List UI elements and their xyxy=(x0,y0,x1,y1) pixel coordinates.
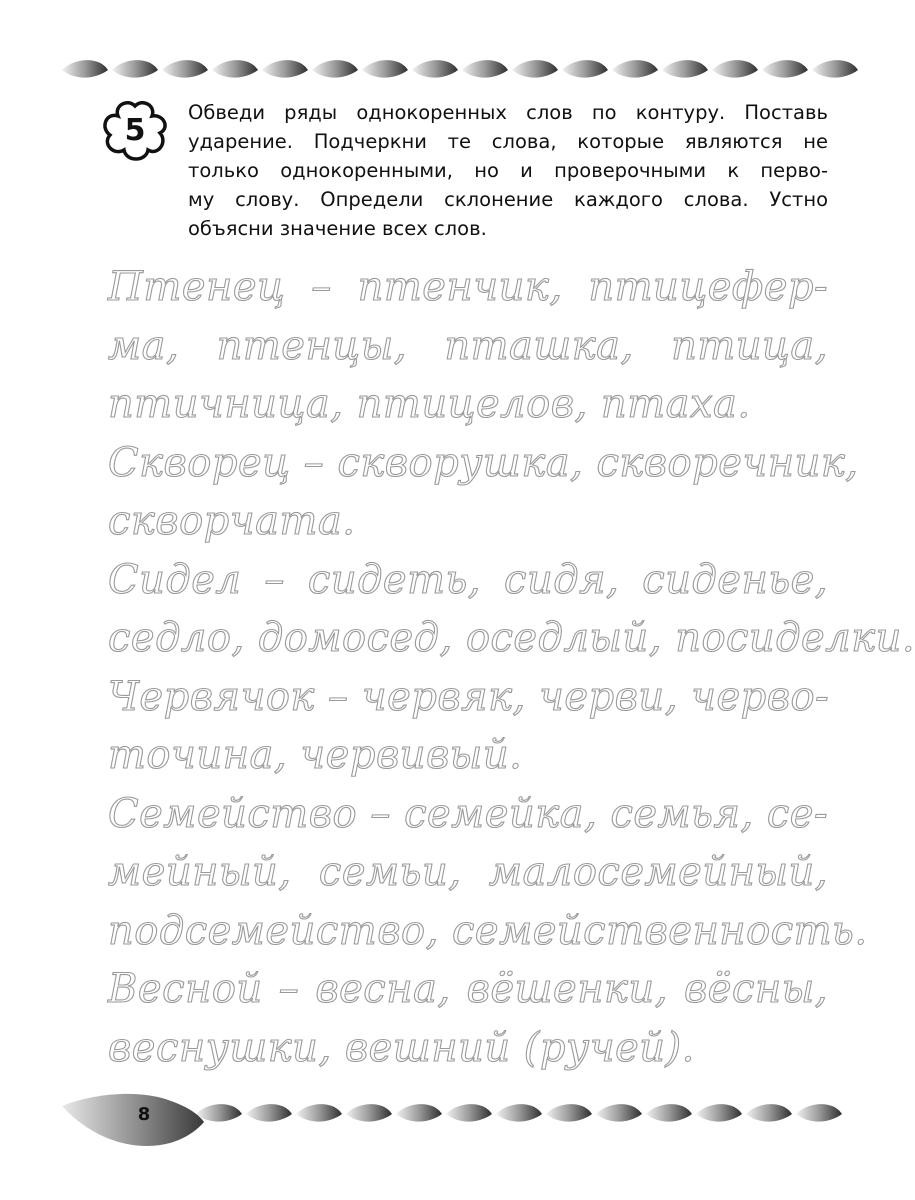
task-number: 5 xyxy=(124,112,146,148)
leaf-ornament-icon xyxy=(512,60,558,78)
leaf-ornament-icon xyxy=(546,1104,592,1122)
top-leaf-border xyxy=(0,48,900,88)
leaf-ornament-icon xyxy=(746,1104,792,1122)
leaf-ornament-icon xyxy=(596,1104,642,1122)
cursive-tracing-area xyxy=(108,258,915,1077)
leaf-ornament-icon xyxy=(412,60,458,78)
leaf-ornament-icon xyxy=(112,60,158,78)
leaf-ornament-icon xyxy=(812,60,858,78)
task-line: объясни значение всех слов. xyxy=(188,217,487,240)
leaf-ornament-icon xyxy=(696,1104,742,1122)
task-block xyxy=(100,98,840,243)
leaf-ornament-icon xyxy=(646,1104,692,1122)
tracing-line: Червячок – червяк, черви, черво- xyxy=(108,673,830,720)
leaf-ornament-icon xyxy=(462,60,508,78)
tracing-line: веснушки, вешний (ручей). xyxy=(108,1024,695,1071)
leaf-ornament-icon xyxy=(796,1104,842,1122)
task-line: Обведи ряды однокоренных слов по контуру. Поставь xyxy=(188,101,828,124)
leaf-ornament-icon xyxy=(362,60,408,78)
leaf-ornament-icon xyxy=(296,1104,342,1122)
tracing-line: Сидел – сидеть, сидя, сиденье, xyxy=(108,556,828,603)
task-line: му слову. Определи склонение каждого слова. Устно xyxy=(188,188,828,211)
leaf-ornament-icon xyxy=(162,60,208,78)
tracing-line: точина, червивый. xyxy=(108,732,523,778)
leaf-ornament-icon xyxy=(212,60,258,78)
leaf-ornament-icon xyxy=(762,60,808,78)
tracing-line: мейный, семьи, малосемейный, xyxy=(108,849,828,895)
leaf-ornament-icon xyxy=(496,1104,542,1122)
page-number: 8 xyxy=(137,1104,151,1125)
leaf-ornament-icon xyxy=(562,60,608,78)
leaf-ornament-icon xyxy=(312,60,358,78)
tracing-line: Птенец – птенчик, птицефер- xyxy=(108,264,828,310)
task-number-badge xyxy=(100,100,170,160)
leaf-ornament-icon xyxy=(62,60,108,78)
leaf-ornament-icon xyxy=(346,1104,392,1122)
leaf-ornament-icon xyxy=(262,60,308,78)
leaf-ornament-icon xyxy=(396,1104,442,1122)
tracing-line: Скворец – скворушка, скворечник, xyxy=(108,439,859,486)
tracing-line: скворчата. xyxy=(108,498,356,544)
leaf-ornament-icon xyxy=(246,1104,292,1122)
tracing-line: ма, птенцы, пташка, птица, xyxy=(108,322,828,369)
task-line: только однокоренными, но и проверочными к перво- xyxy=(188,159,828,182)
task-instructions xyxy=(188,98,828,243)
tracing-line: Семейство – семейка, семья, се- xyxy=(108,790,828,837)
tracing-line: подсемейство, семейственность. xyxy=(108,907,868,954)
tracing-line: седло, домосед, оседлый, посиделки. xyxy=(108,615,915,661)
tracing-line: птичница, птицелов, птаха. xyxy=(108,381,751,427)
tracing-line: Весной – весна, вёшенки, вёсны, xyxy=(108,966,828,1012)
leaf-ornament-icon xyxy=(662,60,708,78)
task-line: ударение. Подчеркни те слова, которые являются не xyxy=(188,130,828,153)
leaf-ornament-icon xyxy=(712,60,758,78)
leaf-ornament-icon xyxy=(612,60,658,78)
leaf-ornament-icon xyxy=(446,1104,492,1122)
